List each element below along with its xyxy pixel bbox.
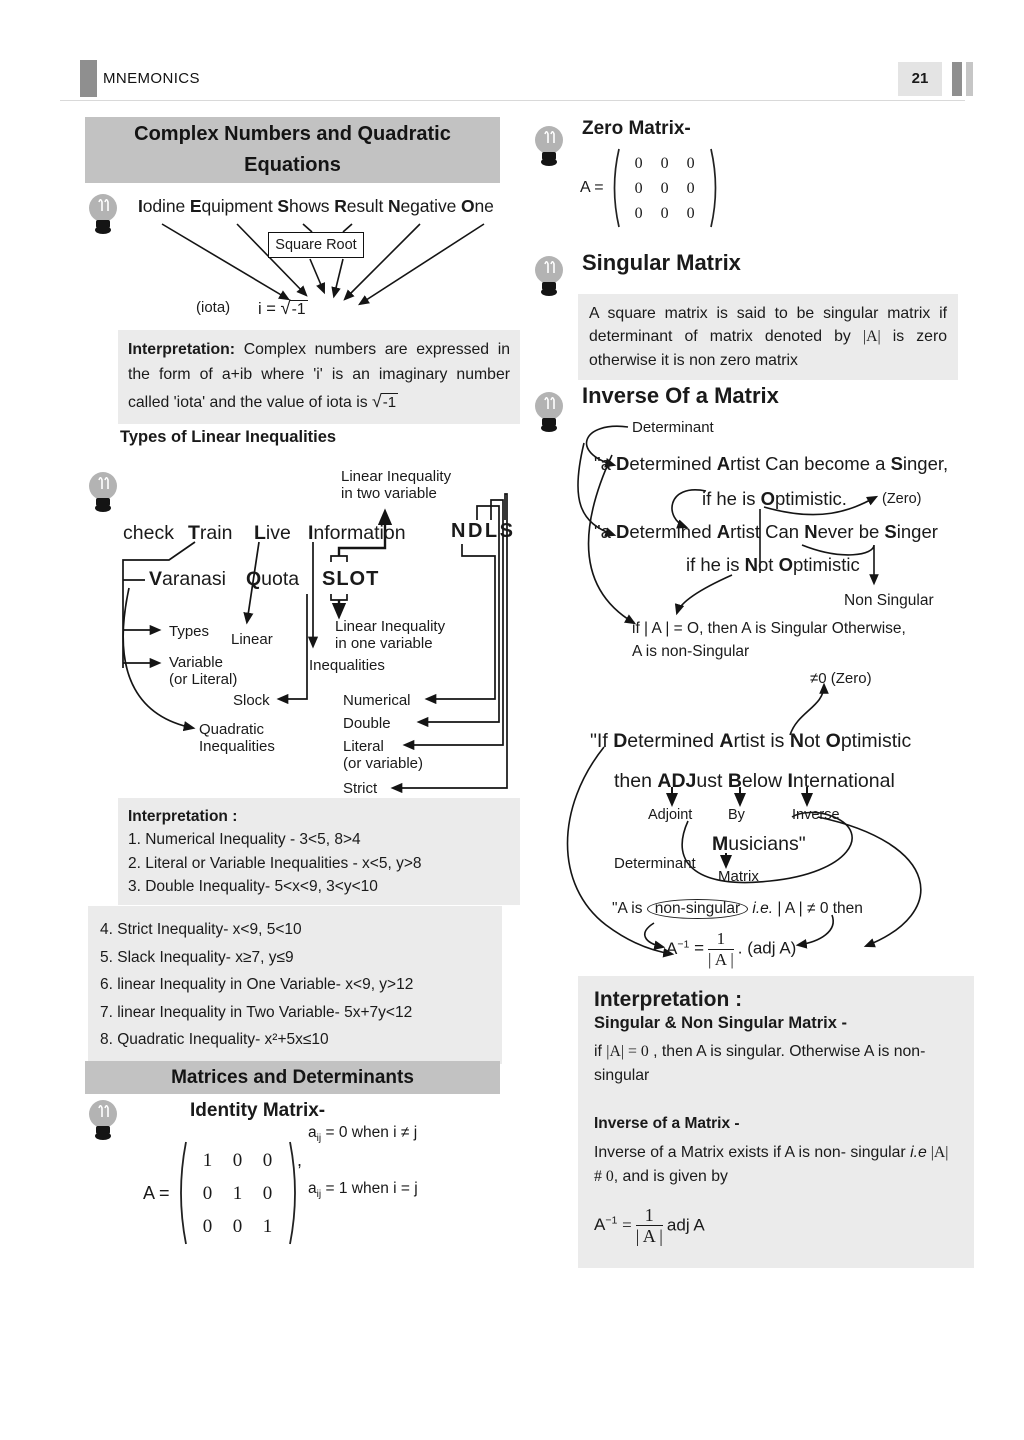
matrix-cell: 0 <box>686 179 695 197</box>
numerator: 1 <box>708 929 734 950</box>
identity-matrix-label: Identity Matrix- <box>190 1100 326 1121</box>
matrix-cell: 1 <box>232 1182 243 1204</box>
fraction <box>636 1205 663 1247</box>
label-zero: (Zero) <box>882 491 922 507</box>
mnemonic-line-optimistic: if he is Optimistic. <box>702 488 847 509</box>
label-line: Variable <box>169 654 223 671</box>
word-train: Train <box>188 522 233 544</box>
label-numerical: Numerical <box>343 692 411 709</box>
label-slock: Slock <box>233 692 270 709</box>
word-check: check <box>123 522 174 544</box>
label-inverse: Inverse <box>792 807 840 823</box>
definition-text: is zero otherwise it is non zero matrix <box>589 328 948 369</box>
subscript: ij <box>316 1133 322 1145</box>
singular-nonsingular-subheading: Singular & Non Singular Matrix - <box>594 1014 848 1032</box>
matrix-grid <box>626 151 704 226</box>
iota-formula-pre: i = <box>258 300 281 318</box>
label-linear-inequality-one-var <box>335 618 445 652</box>
matrix-cell: 0 <box>634 204 643 222</box>
non-singular-statement <box>612 900 863 918</box>
header-edge-bar-dark <box>952 62 962 96</box>
interpretation-item: 3. Double Inequality- 5<x<9, 3<y<10 <box>128 877 378 895</box>
label-line: Inequalities <box>199 738 275 756</box>
square-root-label: Square Root <box>268 232 364 258</box>
matrix-cell: 0 <box>660 154 669 172</box>
inverse-matrix-mnemonic-diagram <box>520 413 960 973</box>
left-paren <box>175 1138 188 1248</box>
linear-inequalities-tree-diagram <box>85 466 516 798</box>
formula-lhs: $A^{-1}$ <box>666 937 690 958</box>
label-by: By <box>728 807 745 823</box>
label-adjoint: Adjoint <box>648 807 693 823</box>
word-quota: Quota <box>246 568 300 590</box>
inequality-item: 6. linear Inequality in One Variable- x<9, y>12 <box>100 976 414 994</box>
section-title-matrices: Matrices and Determinants <box>85 1061 500 1094</box>
matrix-cell: 1 <box>262 1215 273 1237</box>
numerator: 1 <box>636 1205 663 1227</box>
interpretation-label: Interpretation : <box>128 808 238 825</box>
matrix-lhs: A = <box>143 1182 170 1203</box>
inequality-examples-box <box>88 906 502 1064</box>
word-information: Information <box>308 522 406 544</box>
word-live: Live <box>254 522 291 544</box>
mnemonic-line-if-determined: "If Determined Artist is Not Optimistic <box>590 730 912 752</box>
inverse-text <box>594 1141 958 1188</box>
left-paren <box>609 146 621 230</box>
word-varanasi: Varanasi <box>149 568 226 590</box>
interpretation-item: 1. Numerical Inequality - 3<5, 8>4 <box>128 831 361 849</box>
label-linear-inequality-two-var <box>341 468 451 502</box>
matrix-cell: 0 <box>262 1149 273 1171</box>
a-symbol: a <box>308 1180 317 1197</box>
interpretation-matrix-box <box>578 976 974 1268</box>
inverse-formula <box>594 1205 958 1247</box>
a-symbol: a <box>308 1124 317 1141</box>
det-a-notation: |A| <box>862 328 881 346</box>
interpretation-label: Interpretation : <box>594 988 743 1011</box>
zero-matrix-label: Zero Matrix- <box>582 118 691 139</box>
matrix-cell: 1 <box>202 1149 213 1171</box>
singular-matrix-definition-box <box>578 294 958 380</box>
label-linear: Linear <box>231 631 273 648</box>
label-matrix: Matrix <box>718 868 759 885</box>
singular-matrix-heading: Singular Matrix <box>582 250 741 275</box>
statement-pre: "A is <box>612 900 647 917</box>
text-post: , and is given by <box>613 1168 728 1186</box>
tree-connector-lines <box>85 466 509 798</box>
zero-matrix <box>580 146 721 230</box>
label-line: Quadratic <box>199 721 265 738</box>
matrix-cell: 0 <box>660 204 669 222</box>
radicand: -1 <box>291 301 306 318</box>
page-number: 21 <box>898 62 942 96</box>
mnemonic-line-not-optimistic: if he is Not Optimistic <box>686 554 860 575</box>
text-pre: if <box>594 1043 607 1060</box>
inverse-subheading: Inverse of a Matrix - <box>594 1115 740 1133</box>
singular-rule-line1: if | A | = O, then A is Singular Otherwise, <box>632 620 906 637</box>
det-a-equals-zero: |A| = 0 <box>606 1043 649 1060</box>
header-edge-bar-light <box>966 62 973 96</box>
mnemonic-line-singer: "a Determined Artist Can become a Singer, <box>594 453 949 474</box>
label-line: Literal <box>343 738 384 755</box>
identity-condition-1 <box>308 1124 417 1144</box>
interpretation-item: 2. Literal or Variable Inequalities - x<5, y>8 <box>128 854 422 872</box>
header-accent-square <box>80 60 97 97</box>
label-line: Linear Inequality <box>341 468 452 485</box>
statement-post: i.e. | A | ≠ 0 then <box>752 900 863 917</box>
formula-tail: . (adj A) <box>737 938 797 958</box>
text-pre: Inverse of a Matrix exists if A is non- singular <box>594 1144 911 1162</box>
section-title-complex-numbers: Complex Numbers and Quadratic Equations <box>85 117 500 183</box>
matrix-cell: 0 <box>634 154 643 172</box>
inequality-item: 7. linear Inequality in Two Variable- 5x+7y<12 <box>100 1003 413 1021</box>
circled-non-singular: non-singular <box>647 899 748 919</box>
header-divider <box>60 100 965 101</box>
fraction <box>708 929 734 969</box>
matrix-cell: 0 <box>202 1215 213 1237</box>
denominator: | A | <box>635 1226 663 1247</box>
label-line: in one variable <box>335 635 433 653</box>
label-inequalities: Inequalities <box>309 657 385 674</box>
singular-nonsingular-text <box>594 1040 958 1087</box>
mnemonic-line-adjust-below: then ADJust Below International <box>614 770 895 792</box>
matrix-cell: 0 <box>202 1182 213 1204</box>
condition-text: = 0 when i ≠ j <box>321 1124 418 1141</box>
label-neq-zero: ≠0 (Zero) <box>810 670 872 687</box>
iota-formula <box>258 297 308 319</box>
matrix-cell: 0 <box>232 1149 243 1171</box>
radical-sign: √ <box>372 390 382 411</box>
lightbulb-icon <box>530 254 570 307</box>
word-ndls: NDLS <box>451 520 516 542</box>
definition-text: A square matrix is said to be singular matrix if determinant of matrix denoted by <box>589 305 947 346</box>
matrix-cell: 0 <box>634 179 643 197</box>
label-line: (or Literal) <box>169 671 238 689</box>
lightbulb-icon <box>84 1098 124 1151</box>
word-slot: SLOT <box>322 568 380 590</box>
label-line: in two variable <box>341 485 437 503</box>
lightbulb-icon <box>530 124 570 177</box>
equals-sign: = <box>694 938 705 958</box>
matrix-grid <box>193 1144 283 1243</box>
label-variable <box>169 654 237 688</box>
book-title: MNEMONICS <box>103 70 200 87</box>
det-a-neq-zero: |A| # 0 <box>594 1144 949 1186</box>
radical-sign: √ <box>280 297 291 318</box>
radicand: -1 <box>382 393 397 411</box>
text-post: , then A is singular. Otherwise A is non-singular <box>594 1043 926 1084</box>
inequality-item: 8. Quadratic Inequality- x²+5x≤10 <box>100 1031 329 1049</box>
label-literal <box>343 738 423 772</box>
identity-matrix <box>143 1138 301 1248</box>
inequality-item: 4. Strict Inequality- x<9, 5<10 <box>100 921 302 938</box>
iota-label: (iota) <box>196 299 231 316</box>
denominator: | A | <box>708 949 734 969</box>
formula-tail: adj A <box>666 1215 705 1235</box>
interpretation-complex-box <box>118 330 520 424</box>
matrix-cell: 0 <box>686 204 695 222</box>
identity-condition-2 <box>308 1180 418 1200</box>
equals-sign: = <box>622 1215 632 1235</box>
label-types: Types <box>169 623 210 640</box>
subscript: ij <box>316 1189 322 1201</box>
label-quadratic-inequalities <box>199 721 275 755</box>
inequality-item: 5. Slack Inequality- x≥7, y≤9 <box>100 948 294 966</box>
interpretation-label: Interpretation: <box>128 341 236 358</box>
label-strict: Strict <box>343 780 378 797</box>
matrix-cell: 0 <box>232 1215 243 1237</box>
matrix-lhs: A = <box>580 179 604 196</box>
mnemonic-iodine-line: Iodine Equipment Shows Result Negative One <box>138 196 494 216</box>
interpretation-inequalities-box <box>118 798 520 905</box>
label-determinant-bottom: Determinant <box>614 855 696 872</box>
matrix-cell: 0 <box>660 179 669 197</box>
interpretation-text: Complex numbers are expressed in the form of a+ib where 'i' is an imaginary number called 'iota' and the value of iota is <box>128 341 510 411</box>
label-double: Double <box>343 715 391 732</box>
comma: , <box>297 1150 303 1170</box>
ie-italic: i.e <box>910 1144 927 1162</box>
inverse-formula <box>666 929 796 969</box>
types-of-linear-inequalities-heading: Types of Linear Inequalities <box>120 428 337 446</box>
singular-rule-line2: A is non-Singular <box>632 643 750 660</box>
label-determinant-top: Determinant <box>632 419 714 436</box>
matrix-cell: 0 <box>262 1182 273 1204</box>
label-non-singular: Non Singular <box>844 592 934 609</box>
label-line: Linear Inequality <box>335 618 446 635</box>
mnemonic-line-musicians: Musicians" <box>712 833 806 855</box>
formula-lhs: $A^{-1}$ <box>594 1214 618 1235</box>
mnemonic-line-never-singer: "a Determined Artist Can Never be Singer <box>594 521 938 542</box>
right-paren <box>709 146 721 230</box>
label-line: (or variable) <box>343 755 424 773</box>
inverse-of-matrix-heading: Inverse Of a Matrix <box>582 383 779 408</box>
condition-text: = 1 when i = j <box>321 1180 418 1197</box>
matrix-cell: 0 <box>686 154 695 172</box>
